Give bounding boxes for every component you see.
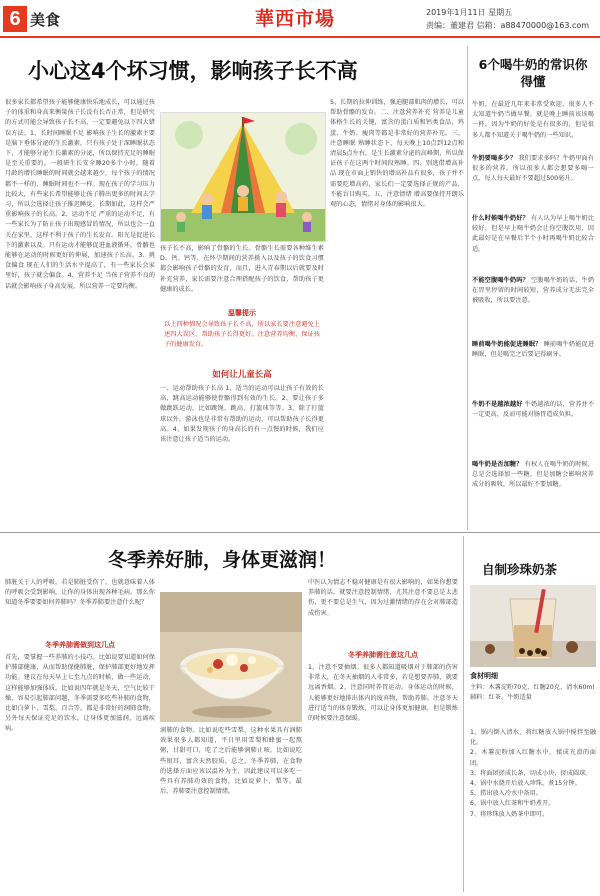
page-header [0,0,600,38]
q2-label: 什么时候喝牛奶好？ [472,215,529,222]
a1-text: 我们要求多吗？牛奶里面有很多的营养，所以很多人都会想要多喝一点，每人每天最好不要超过500毫升。 [472,155,594,183]
recipe-steps: 1、锅内倒入清水，将红糖放入锅中搅拌至融化。 2、木薯淀粉加入红糖水中，揉成光滑的面团。 3、将面团搓成长条，切成小块，搓成圆球。 4、锅中水烧开后放入珍珠，煮15分钟。 5、捞出放入冷水中备用。 6、锅中放入红茶和牛奶煮开。 7、将珍珠放入奶茶中即可。 [470,729,596,818]
a4-text: 睡前喝牛奶能促进睡眠，但是喝完之后要记得刷牙。 [472,341,594,359]
section-title: 美食 [30,11,61,29]
article2-intro: 肺脏关于人的呼吸，若是肺脏受伤了，也就意味着人体的呼吸会受到影响，让你的身体出现各种毛病。那么你知道冬季要要如何养肺吗？冬季养肺要注意什么呢？ [5,579,155,607]
article3-title: 6个喝牛奶的常识你得懂 [478,57,588,89]
article2-col1-body: 首先，要掌握一些养肺的小技巧。比如说要知道如何保护肺部健康，从而帮助保健肺脏，保护肺部更好地发挥功能。建议在每天早上七至九点的时候，做一些运动，这样能够加强体质。比如说四年就是冬天，空气比较干燥，容易引起肺部问题，冬季需要多吃些补肺的食物，比如白萝卜、雪梨、百合等，都是非常好的润肺食物。另外每天保证充足的饮水，让身体更加滋润，远离疾病。 [5,654,155,733]
article3-qa4 [472,340,594,396]
article2-title: 冬季养好肺，身体更滋润！ [108,549,337,571]
q6-label: 喝牛奶是否加糖？ [472,461,523,468]
header-rule [0,36,600,38]
editor-contact: 责编：董建君 信箱：a88470000@163.com [426,21,590,30]
ingredients-list: 主料：木薯淀粉70克、红糖20克、清水60ml 辅料：红茶、牛奶适量 [470,684,595,702]
article3-qa5 [472,400,594,456]
article3-qa3 [472,276,594,336]
article2-col3-heading: 冬季养肺需注意这几点 [348,651,418,659]
article2-col2: 润肺的食物。比如说吃些雪梨，这种水果具有润肺效果很多人都知道，平日里用雪梨和蜂蜜一起熬粥，甘甜可口，吃了之后能够润肺止咳。比如说吃些银耳，富含天然胶质。总之，冬季养肺，在食物的选择方面应该以温补为主，因此建议可以多吃一些具有养肺功效的食物，比如说萝卜，梨等。最后，养肺要注意控制情绪。 [160,727,302,796]
ingredients-heading: 食材明细 [470,672,498,680]
tip-text: 以上四种情况会导致孩子长不高，所以家长要注意避免上述四大误区，帮助孩子长得更好。注意营养均衡，保证孩子的健康发育。 [164,321,320,349]
section-divider [0,532,600,533]
article3-intro: 牛奶，在最近几年来非常受欢迎，很多人不太知道牛奶当做早餐，就是晚上睡前该该喝一杯，因为牛奶的好处是有很多的，但是很多人都不知道关于喝牛奶的一些知识。 [472,101,594,139]
issue-date: 2019年1月11日 星期五 [426,8,513,17]
newspaper-logo: 華西市場 [255,8,336,30]
article1-col2-body: 一、运动帮助孩子长高 1、适当的运动可以让孩子有效的长高，跳高运动能够使骨骼得到有效的生长。2、要让孩子多做跳跃运动，比如跳绳、跳高、打篮球等等。3、除了打篮球以外，游泳也是非常有帮助的运动，可以帮助孩子长得更高。4、如果发现孩子的身高长的有一点慢的时候，我们应该注意让孩子适当的运动。 [160,385,324,444]
q1-label: 牛奶要喝多少？ [472,155,517,162]
column-divider-2 [463,536,464,892]
article2-col1-heading: 冬季养肺需做到这几点 [45,641,115,649]
a2-text: 有人认为早上喝牛奶比较好，但是早上喝牛奶会让你空腹饮用，因此最好是在早餐后半个小时再喝牛奶比较合适。 [472,215,594,253]
a3-text: 空腹喝牛奶的话，牛奶在胃里停留的时间较短，营养成分无法完全被吸收，所以要注意。 [472,277,594,305]
tea-bowl-photo [160,592,302,722]
article3-qa6 [472,460,594,530]
q4-label: 睡前喝牛奶能促进睡眠？ [472,341,542,348]
article3-qa1 [472,154,594,214]
a5-text: 牛奶越浓的话，营养并不一定更高，反而可能对肠胃造成负担。 [472,401,594,419]
a6-text: 有权人在喝牛奶的时候，总是会选择加一些糖，但是加糖会影响营养成分的吸收，所以最好不要加糖。 [472,461,594,489]
column-divider [467,46,468,530]
children-tent-illustration [160,112,326,242]
article1-col3: 5、长期的拉伸训练，强迫腿部肌肉的增长，可以帮助骨骼的发育。二、注意营养补充 营养是儿童体格生长的关键，富含的蛋白质和钙类食品，鸡蛋、牛奶、瘦肉等都是非常好的营养补充。三、注意睡眠 熟睡状态下，每天晚上10点到12点和清晨5点左右，是生长激素分泌的高峰期，所以保证孩子在这两个时间段熟睡。四、别逃借增高补品 现在市面上销售的增高补品有很多，孩子并不需要吃增高药，家长们一定要选择正规的产品，不能盲目购买。五、注意情绪 增高要保持开朗乐观的心态，情绪对身体的影响很大。 [330,99,464,209]
article1-subtitle: 如何让儿童长高 [212,370,272,380]
page-number-badge: 6 [3,6,27,32]
milk-tea-photo [470,585,596,667]
article2-col3-intro: 中医认为情志不稳对健康是有很大影响的，如果你想要养肺的话，就要注意控制情绪，尤其注意不要总是太悲伤，更不要总是生气，因为过激情绪的存在会对肺部造成伤害。 [308,579,458,617]
q3-label: 不能空腹喝牛奶吗？ [472,277,529,284]
article2-col3-body: 1、注意不要抽烟。很多人都知道吸烟对于肺部的伤害非常大，在冬天抽烟的人非常多，若是想要养肺，就要远离香烟。2、注意同时养胃运动。身体运动的时候，人能够更好地排出体内的废弃物，帮助养肺。注意冬天进行适当的体育锻炼，可以让身体更加健康，但是锻炼的时候要注意保暖。 [308,664,458,723]
article3-qa2 [472,214,594,274]
tip-title: 温馨提示 [228,309,256,317]
q5-label: 牛奶不是越浓越好 [472,401,523,408]
article1-title: 小心这4个坏习惯，影响孩子长不高 [28,59,358,83]
article1-col1: 很多家长都希望孩子能够健康快乐地成长，可以通过孩子的体重和身高来衡量孩子长没有长否正常，但是研究的方式可能会导致孩子长不高，一定要避免以下四大错误方法。1、长时间睡眠不足 影响孩子生长的激素主要是脑下垂体分泌的生长激素，只有孩子处于深睡眠状态下，才能够分泌生长激素的分泌，所以保持充足的睡眠是至关重要的。一般研生长安全睡20多个小时，随着月龄的增长睡眠的时间就会越来越少，每个孩子的情况都不一样的，睡眠时间也不一样。现在孩子的学习压力比较大，有些家长希望能够让孩子腾出更多的时间去学习，所以会选择让孩子推迟睡觉。长期如此，这样会严重影响孩子的长高。2、运动不足 严重的运动不足，有一些家长为了防止孩子出现感冒的情况，所以也会一直关在家里，这样不利于孩子的生长发育。阳光是促进长下的激素以及。只有运动才能够促进血液循环，骨骼也能够在运动的时候更好的伸展，加速孩子长高。3、挑食偏食 现在人们的生活水平提高了，有一些家长会家里好，孩子就会偏食。4、营养不足 当孩子营养不良的话就会影响孩子身高发展，所以营养一定要均衡。 [5,99,155,290]
article4-title: 自制珍珠奶茶 [482,562,558,577]
article1-col2-intro: 孩子长不高，影响了骨骼的生长。骨骼生长需要各种维生素D、钙、钙等，在怀孕期间的营养摄入以及孩子的饮食习惯都会影响孩子骨骼的发育，而且，进入青春期以后就要及时补充营养，家长需要注意合理搭配孩子的饮食，帮助孩子更健康的成长。 [160,245,324,293]
